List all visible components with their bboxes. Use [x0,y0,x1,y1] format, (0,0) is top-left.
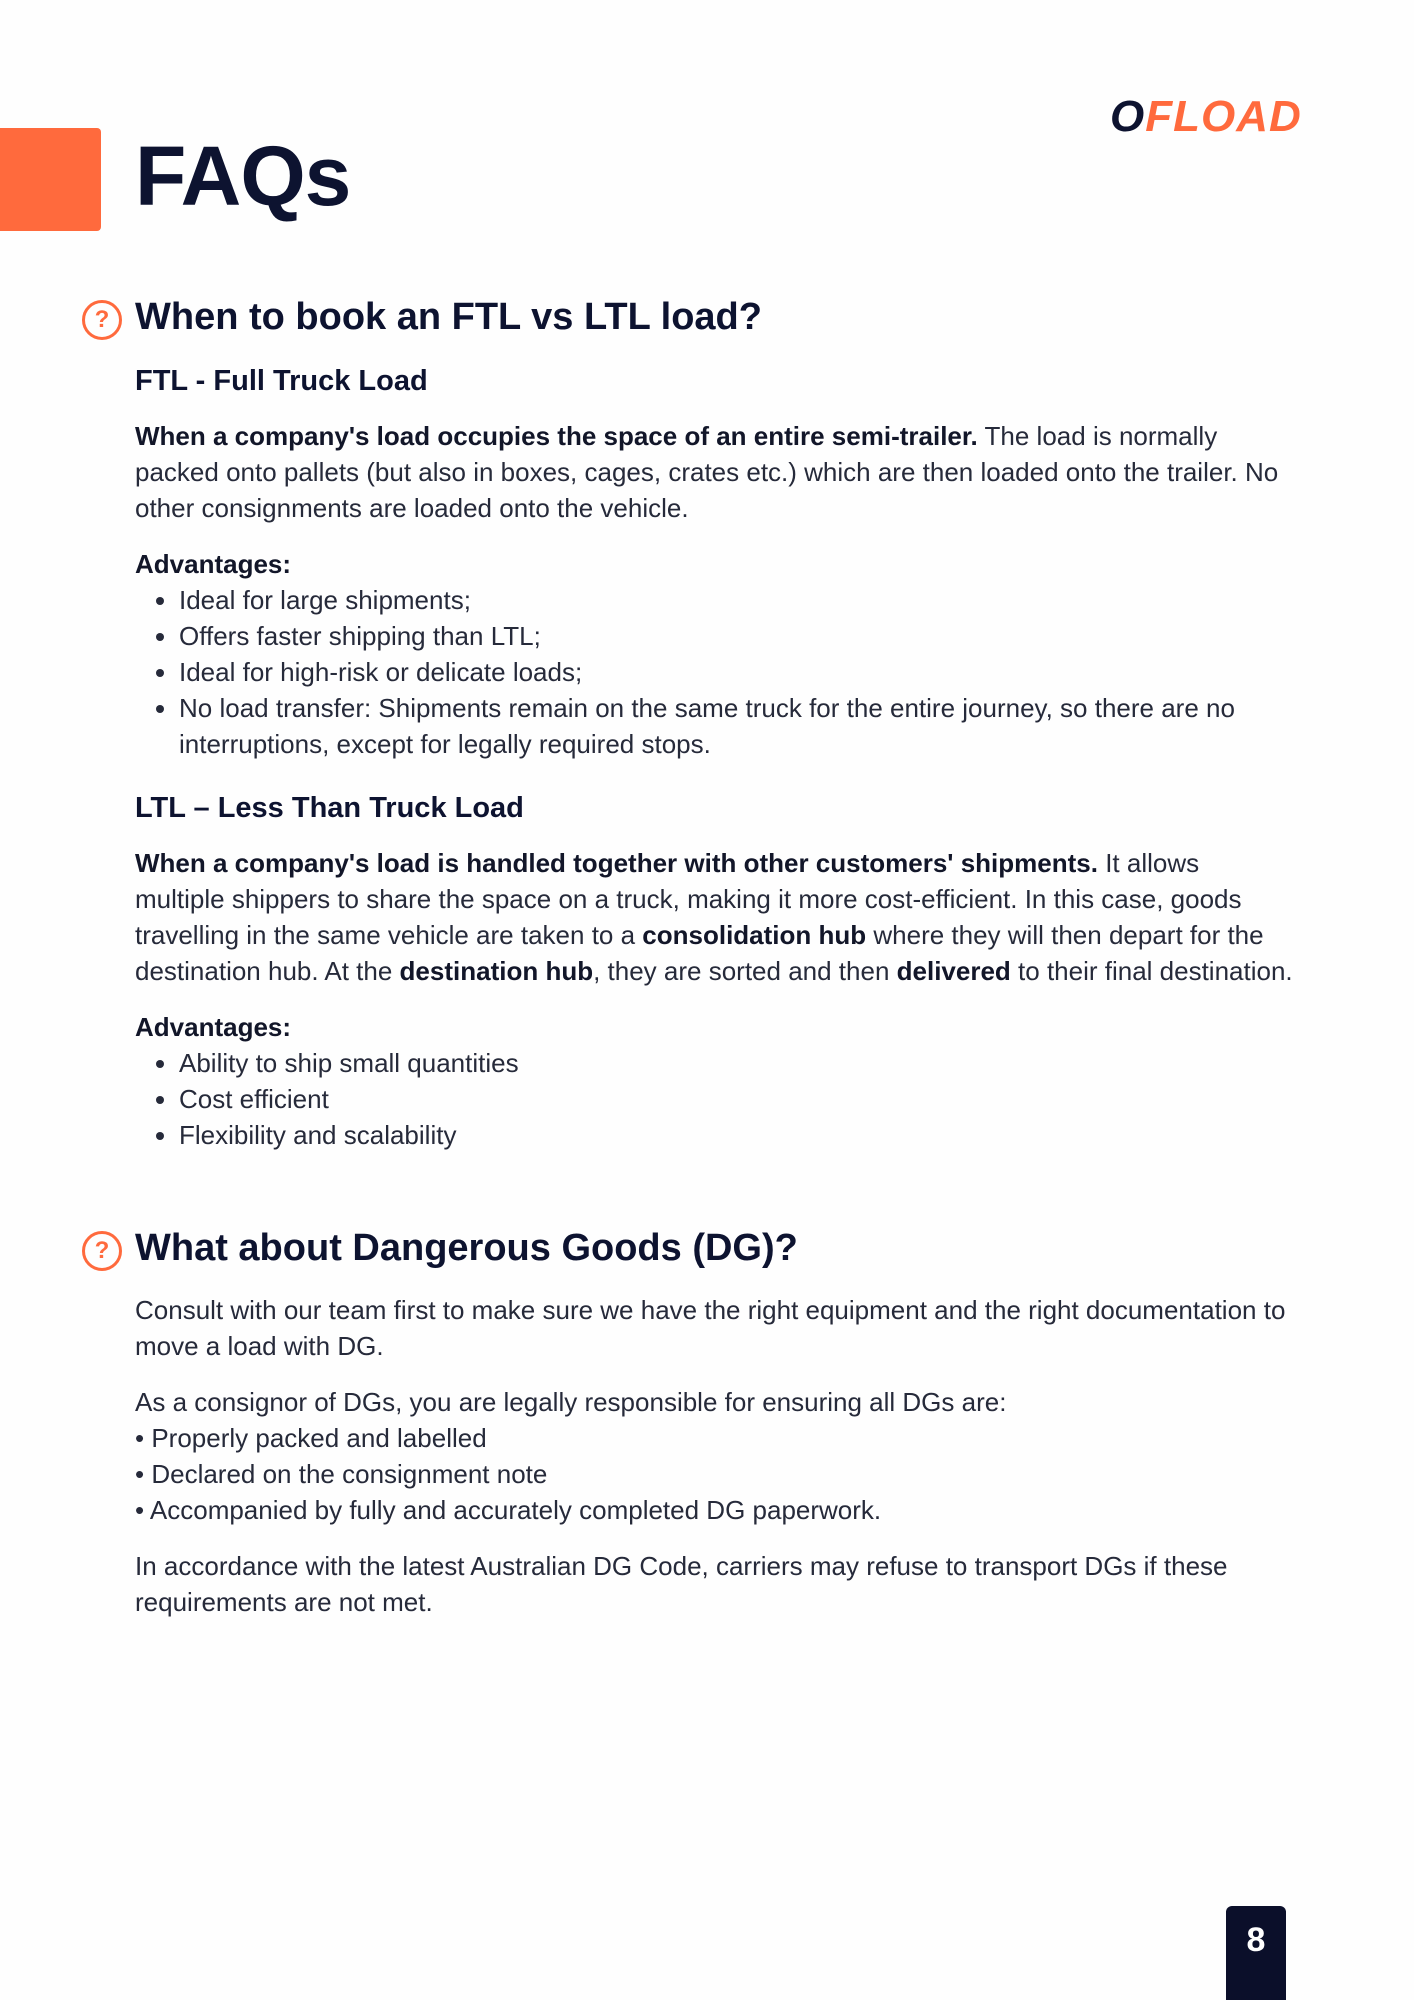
ftl-advantages-label: Advantages: [135,549,292,579]
ltl-advantages-label: Advantages: [135,1012,292,1042]
ltl-text-2: where they will then depart for the destination hub. At the [135,920,1264,986]
ltl-description [135,845,1295,989]
ftl-title: FTL - Full Truck Load [135,365,428,397]
ofload-logo [1110,92,1302,142]
ltl-text-3: , they are sorted and then [593,956,897,986]
section-heading [94,1227,1295,1270]
list-item: • Declared on the consignment note [135,1459,548,1489]
ltl-title: LTL – Less Than Truck Load [135,792,524,824]
page-number: 8 [1226,1906,1286,2000]
list-item: • Ideal for high-risk or delicate loads; [179,654,1295,690]
list-item: • Properly packed and labelled [135,1423,487,1453]
question-circle-icon: ? [82,1231,122,1271]
ltl-advantages-list [135,1045,1295,1153]
section-heading-text: What about Dangerous Goods (DG)? [135,1227,798,1269]
list-item: • Flexibility and scalability [179,1117,1295,1153]
question-circle-icon: ? [82,300,122,340]
list-item: • Offers faster shipping than LTL; [179,618,1295,654]
section-heading [94,296,1295,339]
dg-paragraph-2-intro: As a consignor of DGs, you are legally responsible for ensuring all DGs are: [135,1387,1007,1417]
ltl-lead-bold: When a company's load is handled together with other customers' shipments. [135,848,1098,878]
ltl-bold-2: destination hub [399,956,594,986]
dg-paragraph-1: Consult with our team first to make sure we have the right equipment and the right documentation to move a load with DG. [135,1295,1286,1361]
logo-rest: FLOAD [1145,92,1302,141]
dg-requirements-list [135,1420,1295,1528]
faq-section-ftl-ltl [94,296,1295,1153]
list-item: • Ideal for large shipments; [179,582,1295,618]
accent-block [0,128,101,231]
content [94,296,1295,1620]
section-heading-text: When to book an FTL vs LTL load? [135,296,762,338]
ltl-bold-3: delivered [896,956,1011,986]
ltl-text-1: It allows multiple shippers to share the space on a truck, making it more cost-efficient. In this case, goods travelling in the same vehicle are taken to a [135,848,1242,950]
ftl-advantages-list [135,582,1295,762]
faq-section-dangerous-goods [94,1227,1295,1620]
ltl-text-4: to their final destination. [1010,956,1293,986]
list-item: • Accompanied by fully and accurately completed DG paperwork. [135,1495,882,1525]
ftl-description [135,418,1295,526]
dg-paragraph-3: In accordance with the latest Australian DG Code, carriers may refuse to transport DGs if these requirements are not met. [135,1551,1228,1617]
ltl-bold-1: consolidation hub [642,920,867,950]
list-item: • Ability to ship small quantities [179,1045,1295,1081]
list-item: • Cost efficient [179,1081,1295,1117]
list-item: • No load transfer: Shipments remain on the same truck for the entire journey, so there are no interruptions, except for legally required stops. [179,690,1295,762]
ftl-lead-bold: When a company's load occupies the space of an entire semi-trailer. [135,421,978,451]
logo-first-letter: O [1110,92,1146,141]
ftl-lead-rest: The load is normally packed onto pallets (but also in boxes, cages, crates etc.) which are then loaded onto the trailer. No other consignments are loaded onto the vehicle. [135,421,1279,523]
page-title: FAQs [135,129,351,223]
